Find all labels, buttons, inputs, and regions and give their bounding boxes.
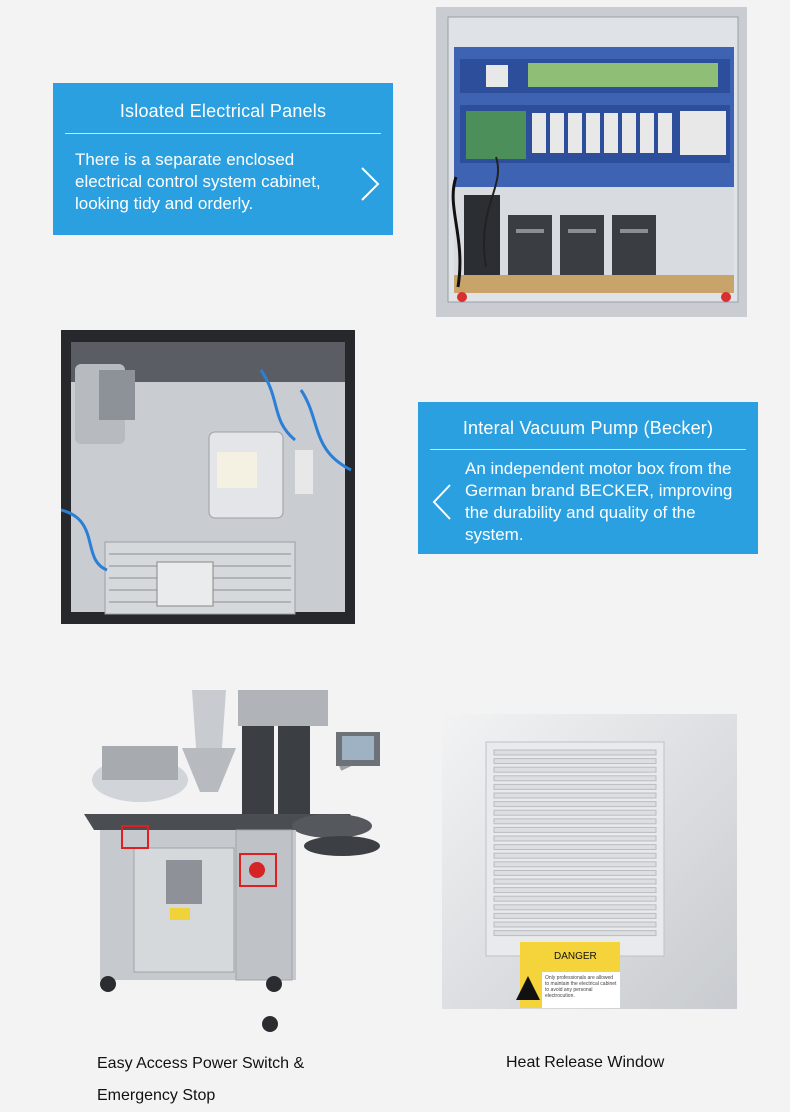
chevron-right-icon: [358, 165, 382, 203]
feature-title: Isloated Electrical Panels: [119, 101, 327, 121]
feature-card-electrical-panels: [53, 83, 393, 235]
vacuum-pump-photo: [61, 330, 355, 624]
title-divider: [65, 133, 381, 134]
caption-heat-release: Heat Release Window: [506, 1054, 665, 1071]
danger-label: DANGER: [554, 951, 597, 962]
feature-description: An independent motor box from the German brand BECKER, improving the durability and quality of the system.: [465, 459, 733, 544]
electrical-cabinet-photo: [436, 7, 747, 317]
feature-title: Interal Vacuum Pump (Becker): [462, 418, 714, 438]
caption-power-switch: Easy Access Power Switch & Emergency Stop: [97, 1055, 305, 1104]
feature-description: There is a separate enclosed electrical control system cabinet, looking tidy and orderly.: [75, 150, 321, 213]
capsule-machine-photo: [70, 688, 400, 1038]
title-divider: [430, 449, 746, 450]
feature-card-vacuum-pump: [418, 402, 758, 554]
chevron-left-icon: [430, 482, 454, 522]
danger-fineprint: Only professionals are allowed to maintain the electrical cabinet to avoid any personal electrocution.: [545, 975, 617, 999]
heat-release-window-photo: [442, 714, 737, 1009]
